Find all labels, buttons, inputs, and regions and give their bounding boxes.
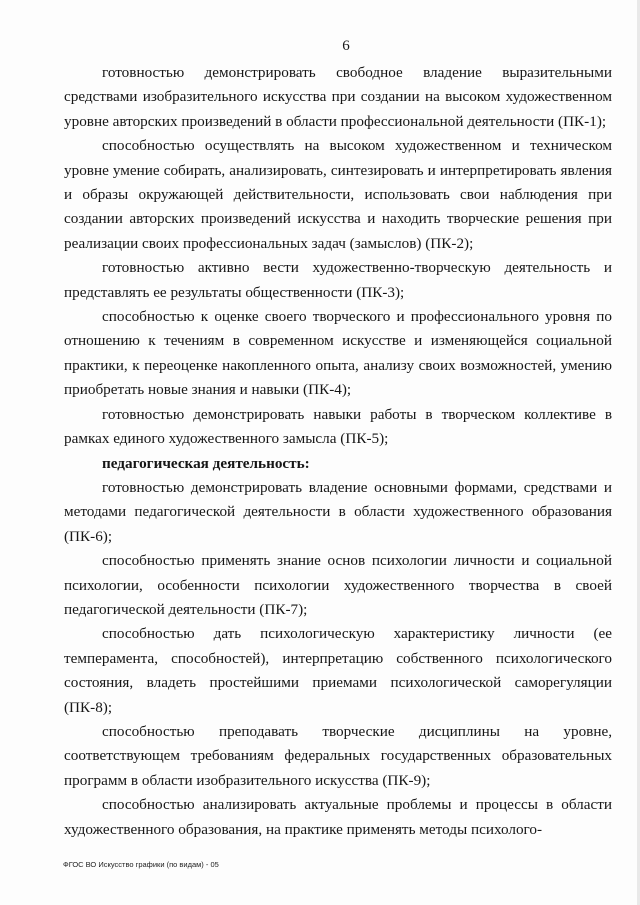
paragraph-pk1: готовностью демонстрировать свободное владение выразительными средствами изобразительного искусства при создании на высоком художественном уровне авторских произведений в области профессиональной деятельности (ПК-1); — [64, 64, 612, 130]
paragraph-pk3: готовностью активно вести художественно-творческую деятельность и представлять ее результаты общественности (ПК-3); — [64, 259, 612, 301]
paragraph-pk4: способностью к оценке своего творческого и профессионального уровня по отношению к течениям в современном искусстве и изменяющейся социальной практики, к переоценке накопленного опыта, анализу своих возможностей, умению приобретать новые знания и навыки (ПК-4); — [64, 308, 612, 399]
paragraph-pk10-start: способностью анализировать актуальные проблемы и процессы в области художественного образования, на практике применять методы психолого- — [64, 796, 612, 838]
section-heading-pedagogical: педагогическая деятельность: — [102, 454, 310, 472]
paragraph-pk9: способностью преподавать творческие дисциплины на уровне, соответствующем требованиям федеральных государственных образовательных программ в области изобразительного искусства (ПК-9); — [64, 722, 612, 789]
paragraph-pk6: готовностью демонстрировать владение основными формами, средствами и методами педагогической деятельности в области художественного образования (ПК-6); — [64, 478, 612, 545]
paragraph-pk8: способностью дать психологическую характеристику личности (ее темперамента, способностей), интерпретацию собственного психологического состояния, владеть простейшими приемами психологической саморегуляции (ПК-8); — [64, 625, 612, 716]
body-text — [64, 61, 612, 842]
paragraph-pk2: способностью осуществлять на высоком художественном и техническом уровне умение собирать, анализировать, синтезировать и интерпретировать явления и образы окружающей действительности, использовать свои наблюдения при создании авторских произведений искусства и находить творческие решения при реализации своих профессиональных задач (замыслов) (ПК-2); — [64, 137, 612, 252]
document-footer: ФГОС ВО Искусство графики (по видам) - 05 — [63, 860, 219, 869]
page-number: 6 — [342, 38, 350, 54]
paragraph-pk5: готовностью демонстрировать навыки работы в творческом коллективе в рамках единого художественного замысла (ПК-5); — [64, 405, 612, 448]
paragraph-pk7: способностью применять знание основ психологии личности и социальной психологии, особенности психологии художественного творчества в своей педагогической деятельности (ПК-7); — [64, 552, 612, 618]
